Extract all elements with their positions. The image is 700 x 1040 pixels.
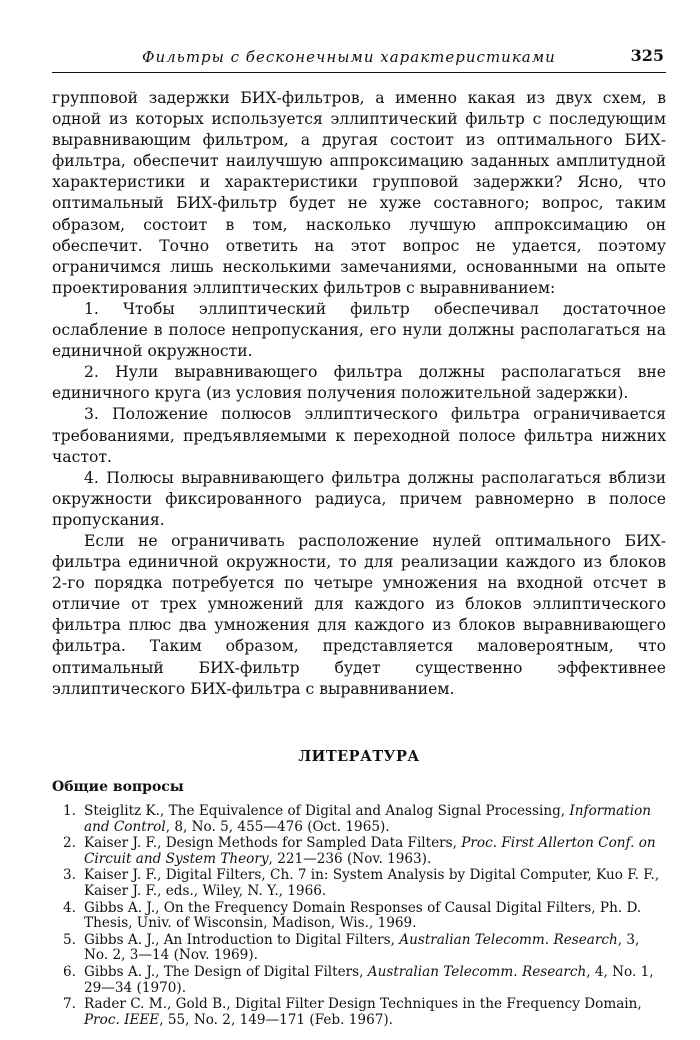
reference-number: 5. [63, 931, 76, 948]
running-title: Фильтры с бесконечными характеристиками [142, 48, 556, 66]
reference-item [52, 868, 666, 899]
reference-details: , 8, No. 5, 455—476 (Oct. 1965). [165, 818, 390, 835]
reference-venue: Proc. IEEE [84, 1011, 160, 1028]
list-item: 1. Чтобы эллиптический фильтр обеспечивал достаточное ослабление в полосе непропускания, его нули должны располагаться на единичной окружности. [52, 299, 666, 361]
reference-list [52, 804, 666, 1029]
section-title: ЛИТЕРАТУРА [298, 748, 420, 765]
list-item: 4. Полюсы выравнивающего фильтра должны располагаться вблизи окружности фиксированного радиуса, причем равномерно в полосе пропускания. [52, 468, 666, 529]
reference-text: Steiglitz K., The Equivalence of Digital and Analog Signal Processing, [84, 803, 566, 819]
list-item: 3. Положение полюсов эллиптического фильтра ограничивается требованиями, предъявляемыми к переходной полосе фильтра нижних частот. [52, 405, 666, 466]
reference-text: Kaiser J. F., Design Methods for Sampled Data Filters, [84, 835, 457, 852]
reference-item [52, 804, 666, 835]
reference-text: Gibbs A. J., The Design of Digital Filters, [84, 963, 364, 980]
reference-number: 3. [63, 867, 76, 884]
reference-venue: Information and Control [84, 803, 652, 835]
reference-number: 7. [63, 996, 76, 1013]
reference-item [52, 997, 666, 1028]
reference-venue: Proc. First Allerton Conf. on Circuit and System Theory [84, 835, 656, 867]
page-number: 325 [630, 46, 664, 65]
running-header [52, 46, 666, 73]
reference-item [52, 965, 666, 996]
subsection-title: Общие вопросы [52, 779, 184, 795]
paragraph: групповой задержки БИХ-фильтров, а именно какая из двух схем, в одной из которых используется эллиптический фильтр с последующим выравнивающим фильтром, а другая состоит из оптимального БИХ-фильтра, обеспечит наилучшую аппроксимацию заданных амплитудной характеристики и характеристики групповой задержки? Ясно, что оптимальный БИХ-фильтр будет не хуже составного; вопрос, таким образом, состоит в том, насколько лучшую аппроксимацию он обеспечит. Точно ответить на этот вопрос не удается, поэтому ограничимся лишь несколькими замечаниями, основанными на опыте проектирования эллиптических фильтров с выравниванием: [52, 89, 666, 297]
reference-text: Gibbs A. J., On the Frequency Domain Responses of Causal Digital Filters, Ph. D. Thesis, Univ. of Wisconsin, Madison, Wis., 1969. [84, 899, 642, 932]
reference-number: 1. [63, 803, 76, 819]
reference-venue: Australian Telecomm. Research [367, 963, 587, 980]
reference-item [52, 933, 666, 964]
reference-item [52, 836, 666, 867]
reference-details: , 3, No. 2, 3—14 (Nov. 1969). [84, 931, 640, 964]
list-item: 2. Нули выравнивающего фильтра должны располагаться вне единичного круга (из условия получения положительной задержки). [52, 363, 666, 403]
reference-item [52, 901, 666, 932]
reference-venue: Australian Telecomm. Research [399, 931, 618, 948]
reference-number: 2. [63, 835, 76, 852]
reference-text: Kaiser J. F., Digital Filters, Ch. 7 in: System Analysis by Digital Computer, Kuo F. F., Kaiser J. F., eds., Wiley, N. Y., 1966. [84, 867, 660, 899]
reference-number: 6. [63, 963, 76, 980]
reference-number: 4. [63, 899, 76, 916]
paragraph: Если не ограничивать расположение нулей оптимального БИХ-фильтра единичной окружности, то для реализации каждого из блоков 2-го порядка потребуется по четыре умножения на входной отсчет в отличие от трех умножений для каждого из блоков эллиптического фильтра плюс два умножения для каждого из блоков выравнивающего фильтра. Таким образом, представляется маловероятным, что оптимальный БИХ-фильтр будет существенно эффективнее эллиптического БИХ-фильтра с выравниванием. [52, 531, 666, 698]
reference-text: Gibbs A. J., An Introduction to Digital Filters, [84, 931, 395, 948]
reference-details: , 221—236 (Nov. 1963). [268, 850, 432, 867]
reference-text: Rader C. M., Gold B., Digital Filter Design Techniques in the Frequency Domain, [84, 996, 642, 1013]
body-text [52, 88, 666, 700]
reference-details: , 4, No. 1, 29—34 (1970). [84, 963, 654, 996]
reference-details: , 55, No. 2, 149—171 (Feb. 1967). [159, 1011, 393, 1028]
